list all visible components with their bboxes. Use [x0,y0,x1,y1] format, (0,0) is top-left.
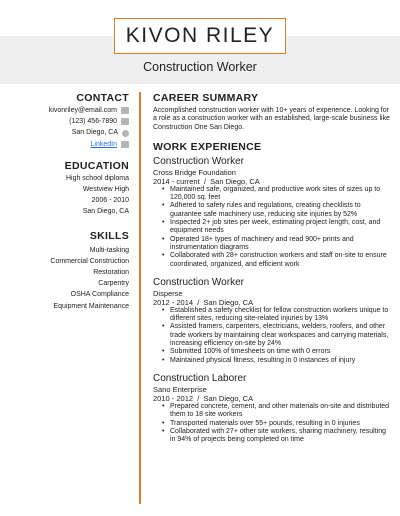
job-separator: / [203,176,206,186]
linkedin-icon [121,141,129,148]
location-pin-icon [122,130,129,137]
job-company: Sano Enterprise [153,384,207,394]
job-bullet: • Collaborated with 27+ other site workers, sharing machinery, resulting in 94% of projects being completed on time [162,428,393,445]
job-bullet: • Inspected 2+ job sites per week, estimating project length, cost, and equipment needs [162,219,393,236]
envelope-icon [121,107,129,114]
right-column [153,92,393,444]
job-bullet: • Prepared concrete, cement, and other materials on-site and distributed them to 18 site workers [162,403,393,420]
job-bullet: • Maintained safe, organized, and productive work sites of sizes up to 120,000 sq. feet [162,186,393,203]
job-title: Construction Worker [143,60,257,74]
job-location: San Diego, CA [210,176,260,186]
skill-item: OSHA Compliance [70,291,129,299]
phone-icon [121,118,129,125]
job-location: San Diego, CA [203,297,254,307]
contact-heading: CONTACT [76,92,129,104]
summary-heading: CAREER SUMMARY [153,92,259,104]
job-bullet: • Maintained physical fitness, resulting in 0 instances of injury [162,357,393,365]
phone-line [0,116,129,127]
job-company: Cross Bridge Foundation [153,167,236,177]
job-meta [153,298,393,307]
job-entry [153,277,393,365]
education-school: Westview High [82,186,129,194]
job-dates: 2014 - current [153,176,200,186]
job-bullet: • Adhered to safety rules and regulations, creating checklists to guarantee safe machinery use, reducing site injuries by 52% [162,202,393,219]
job-bullet: • Transported materials over 55+ pounds, resulting in 0 injuries [162,420,393,428]
skill-item: Carpentry [98,280,129,288]
skill-item: Restoration [93,269,129,277]
location-line [0,127,129,138]
job-bullet: • Collaborated with 28+ construction workers and staff on-site to ensure coordinated, organized, and efficient work [162,252,393,269]
email-text: kivonriley@email.com [48,107,117,114]
job-location: San Diego, CA [203,393,254,403]
job-separator: / [197,297,200,307]
job-bullets [153,186,393,269]
name-box [114,18,286,54]
skills-heading: SKILLS [89,229,129,242]
education-location: San Diego, CA [82,208,129,216]
job-meta [153,394,393,403]
job-dates: 2012 - 2014 [153,297,194,307]
summary-text: Accomplished construction worker with 10+ years of experience. Looking for a role as a construction worker with an established, large-scale business like Construction One San Diego. [153,107,390,131]
education-degree: High school diploma [65,174,129,182]
linkedin-link[interactable]: LinkedIn [90,140,117,148]
linkedin-line [0,139,129,150]
job-bullets [153,403,393,444]
education-heading: EDUCATION [64,159,129,172]
job-role: Construction Laborer [153,372,247,384]
job-entry [153,373,393,444]
location-text: San Diego, CA [71,129,118,137]
column-divider [139,92,141,504]
email-line [0,105,129,116]
skill-item: Multi-tasking [89,246,129,254]
skill-item: Equipment Maintenance [53,302,129,310]
phone-text: (123) 456-7890 [69,118,117,126]
job-meta [153,177,393,186]
experience-heading: WORK EXPERIENCE [153,140,262,153]
job-entry [153,156,393,269]
job-bullet: • Operated 18+ types of machinery and read 900+ prints and instrumentation diagrams [162,236,393,253]
left-column [0,92,129,312]
job-company: Disperse [153,288,183,298]
education-years: 2006 - 2010 [91,197,129,205]
job-role: Construction Worker [153,276,244,288]
skill-item: Commercial Construction [50,257,129,265]
candidate-name: KIVON RILEY [125,24,275,47]
job-bullets [153,307,393,365]
job-bullet: • Assisted framers, carpenters, electricians, welders, roofers, and other trade workers by maintaining clear workspaces and carrying materials, increasing efficiency on-site by 24% [162,323,393,348]
job-dates: 2010 - 2012 [153,393,194,403]
job-separator: / [197,393,200,403]
job-role: Construction Worker [153,155,244,167]
job-bullet: • Submitted 100% of timesheets on time with 0 errors [162,348,393,356]
job-bullet: • Established a safety checklist for fellow construction workers unique to different sites, reducing site-related injuries by 13% [162,307,393,324]
